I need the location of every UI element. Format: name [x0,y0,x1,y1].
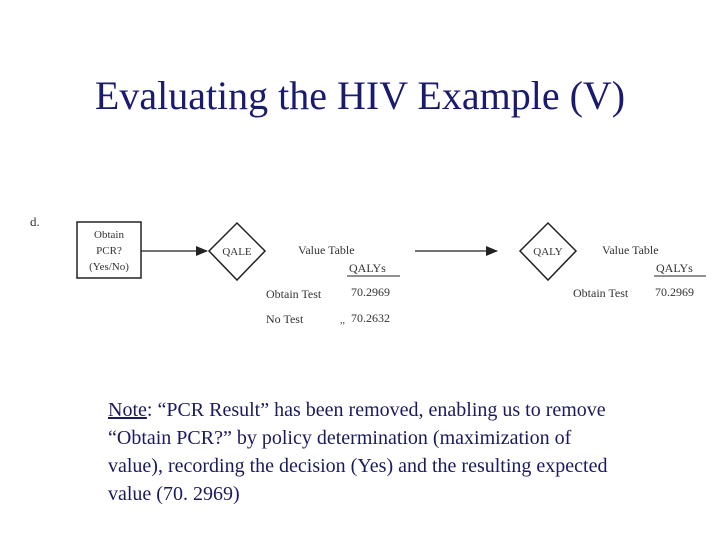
left-row-2-value: 70.2632 [351,311,390,325]
right-table-title: Value Table [602,243,659,257]
left-row-2-label: No Test [266,312,304,326]
slide-title: Evaluating the HIV Example (V) [94,73,626,118]
decision-node-line-3: (Yes/No) [89,261,129,273]
right-row-1-value: 70.2969 [655,285,694,299]
left-row-1-label: Obtain Test [266,287,322,301]
note-paragraph [108,396,628,508]
decision-node-line-2: PCR? [96,245,122,257]
value-node-right-label: QALY [533,246,563,258]
left-table-header: QALYs [349,261,386,275]
note-label: Note [108,399,147,421]
left-row-2-marker: ,, [340,315,345,326]
note-text: : “PCR Result” has been removed, enabling us to remove “Obtain PCR?” by policy determination (maximization of value), recording the decision (Yes) and the resulting expected value (70. 2969) [108,399,608,505]
right-table-header: QALYs [656,261,693,275]
right-row-1-label: Obtain Test [573,286,629,300]
left-table-title: Value Table [298,243,355,257]
left-row-1-value: 70.2969 [351,285,390,299]
value-node-left-label: QALE [222,246,252,258]
decision-node-line-1: Obtain [94,229,124,241]
step-label: d. [30,214,40,229]
